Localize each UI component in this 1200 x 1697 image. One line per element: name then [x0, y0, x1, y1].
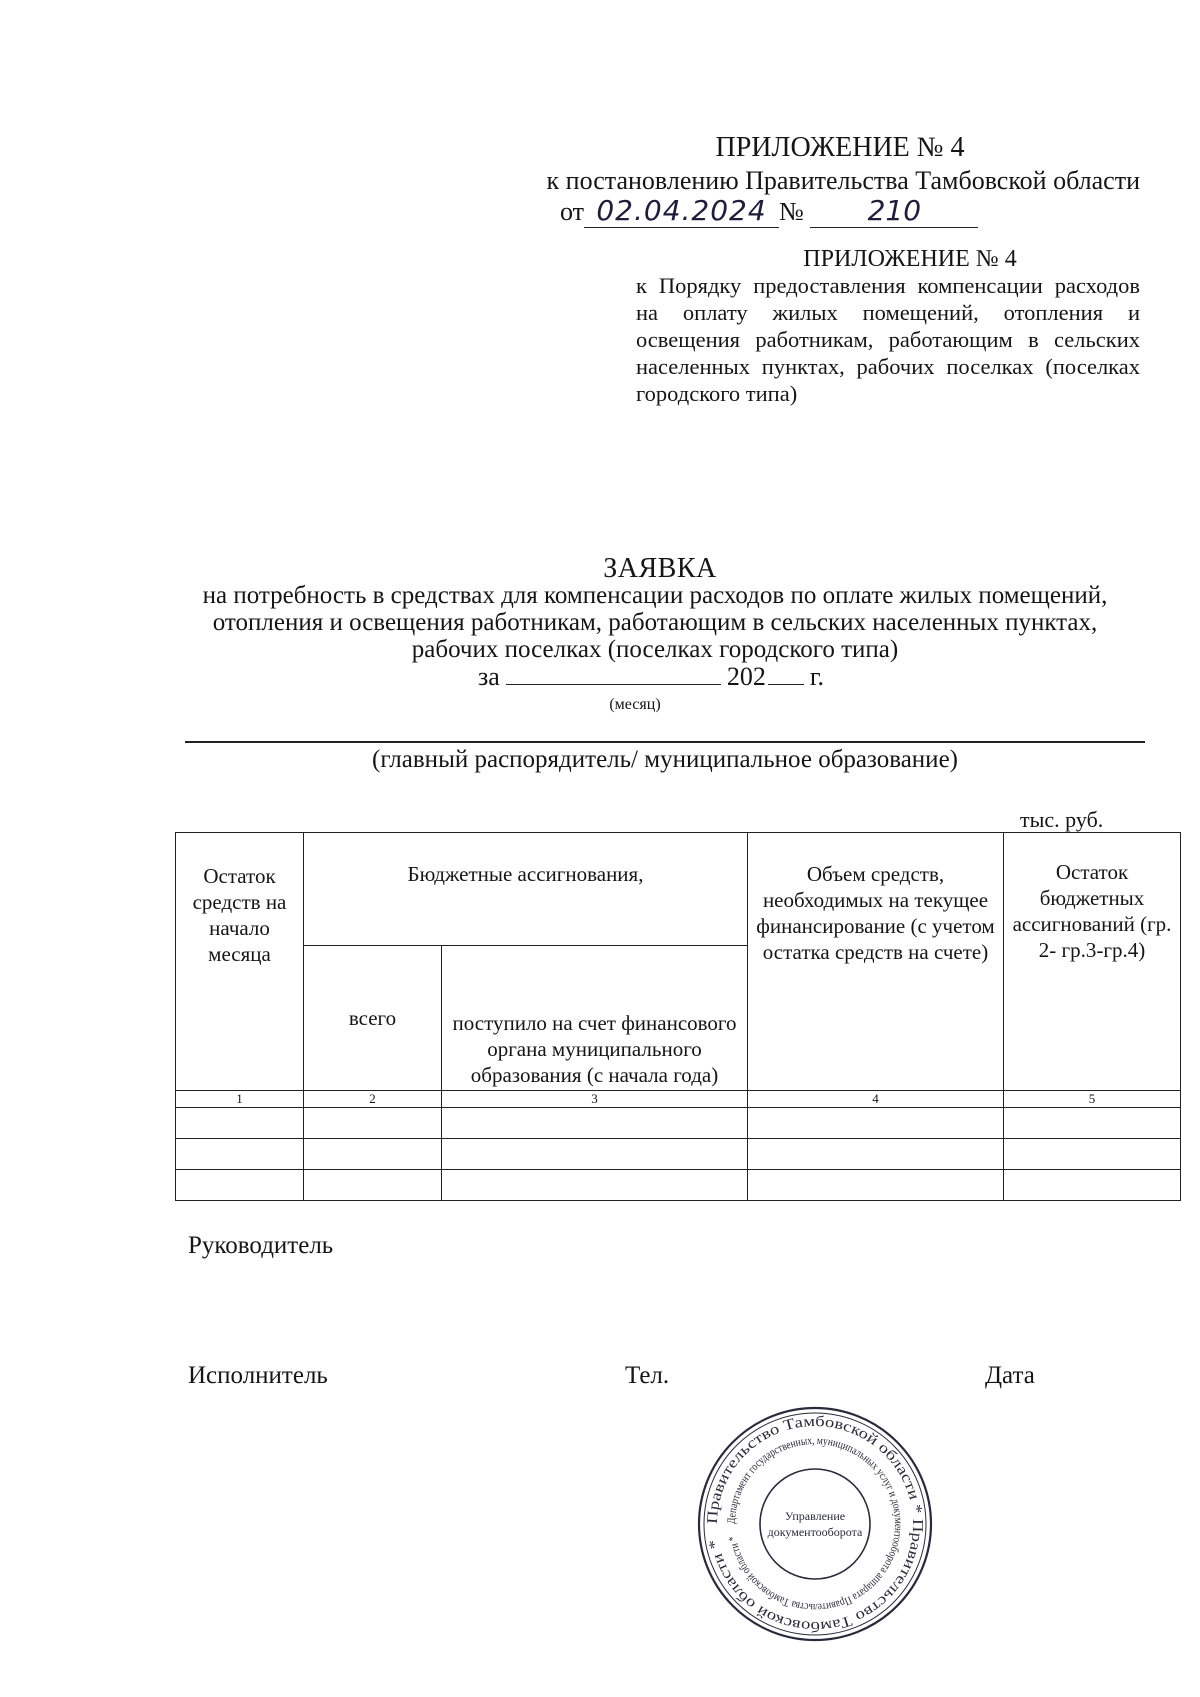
decree-reference — [560, 194, 1140, 228]
date-label: Дата — [985, 1362, 1035, 1389]
col-number: 3 — [442, 1091, 748, 1108]
table-row — [176, 1108, 1181, 1139]
table-cell — [748, 1108, 1004, 1139]
col2-header: всего — [304, 946, 442, 1091]
table-row — [176, 1139, 1181, 1170]
number-label: № — [779, 197, 804, 226]
year-blank — [768, 684, 804, 685]
col1-header: Остаток средств на начало месяца — [176, 833, 304, 1091]
document-subject: на потребность в средствах для компенсации расходов по оплате жилых помещений, отопления и освещения работникам, работающим в сельских населенных пунктах, рабочих поселках (поселках городского типа) — [202, 582, 1108, 663]
stamp-inner-text — [726, 1435, 904, 1613]
col3-header: поступило на счет финансового органа муниципального образования (с начала года) — [442, 946, 748, 1091]
table-cell — [176, 1108, 304, 1139]
official-stamp — [695, 1402, 935, 1647]
appendix-title: ПРИЛОЖЕНИЕ № 4 — [715, 132, 965, 163]
stamp-center-line1: Управление — [784, 1509, 846, 1523]
table-cell — [748, 1170, 1004, 1201]
column-numbers-row — [176, 1091, 1181, 1108]
col-number: 5 — [1004, 1091, 1181, 1108]
units-label: тыс. руб. — [1020, 807, 1104, 832]
table-cell — [442, 1170, 748, 1201]
table-cell — [442, 1108, 748, 1139]
col-number: 1 — [176, 1091, 304, 1108]
table-cell — [304, 1108, 442, 1139]
period-prefix: за — [478, 662, 500, 691]
table-cell — [304, 1170, 442, 1201]
table-cell — [748, 1139, 1004, 1170]
col-number: 4 — [748, 1091, 1004, 1108]
table-cell — [304, 1139, 442, 1170]
table-cell — [176, 1170, 304, 1201]
table-cell — [442, 1139, 748, 1170]
document-title: ЗАЯВКА — [603, 553, 717, 584]
decree-date: 02.04.2024 — [584, 194, 779, 228]
stamp-center-ring — [760, 1469, 870, 1579]
month-caption: (месяц) — [609, 696, 661, 713]
table-cell — [1004, 1170, 1181, 1201]
month-blank — [506, 684, 721, 685]
head-signature-label: Руководитель — [188, 1232, 334, 1259]
procedure-text: к Порядку предоставления компенсации расходов на оплату жилых помещений, отопления и освещения работникам, работающим в сельских населенных пунктах, рабочих поселках (поселках городского типа) — [636, 273, 1140, 406]
stamp-outer-textpath: Правительство Тамбовской области * Правительство Тамбовской области * — [704, 1413, 926, 1635]
phone-label: Тел. — [625, 1362, 670, 1389]
from-label: от — [560, 197, 585, 226]
year-prefix: 202 — [726, 662, 766, 691]
table-cell — [1004, 1139, 1181, 1170]
period-line — [478, 662, 878, 692]
year-suffix: г. — [809, 662, 825, 691]
col-number: 2 — [304, 1091, 442, 1108]
budget-group-header: Бюджетные ассигнования, — [304, 833, 748, 946]
table-cell — [1004, 1108, 1181, 1139]
recipient-line — [185, 741, 1145, 743]
col5-header: Остаток бюджетных ассигнований (гр. 2- гр.3-гр.4) — [1004, 833, 1181, 1091]
request-table — [175, 832, 1181, 1201]
table-row — [176, 1170, 1181, 1201]
col4-header: Объем средств, необходимых на текущее финансирование (с учетом остатка средств на счете) — [748, 833, 1004, 1091]
appendix-to-decree: к постановлению Правительства Тамбовской области — [546, 166, 1140, 195]
decree-number: 210 — [810, 194, 978, 228]
table-header-row — [176, 833, 1181, 946]
appendix2-title: ПРИЛОЖЕНИЕ № 4 — [803, 246, 1017, 272]
stamp-inner-textpath: Департамент государственных, муниципальных услуг и документооборота аппарата Правительства Тамбовской области * — [725, 1434, 905, 1614]
stamp-center-line2: документооборота — [767, 1525, 863, 1539]
recipient-caption: (главный распорядитель/ муниципальное образование) — [372, 746, 958, 773]
table-cell — [176, 1139, 304, 1170]
executor-label: Исполнитель — [188, 1362, 328, 1389]
